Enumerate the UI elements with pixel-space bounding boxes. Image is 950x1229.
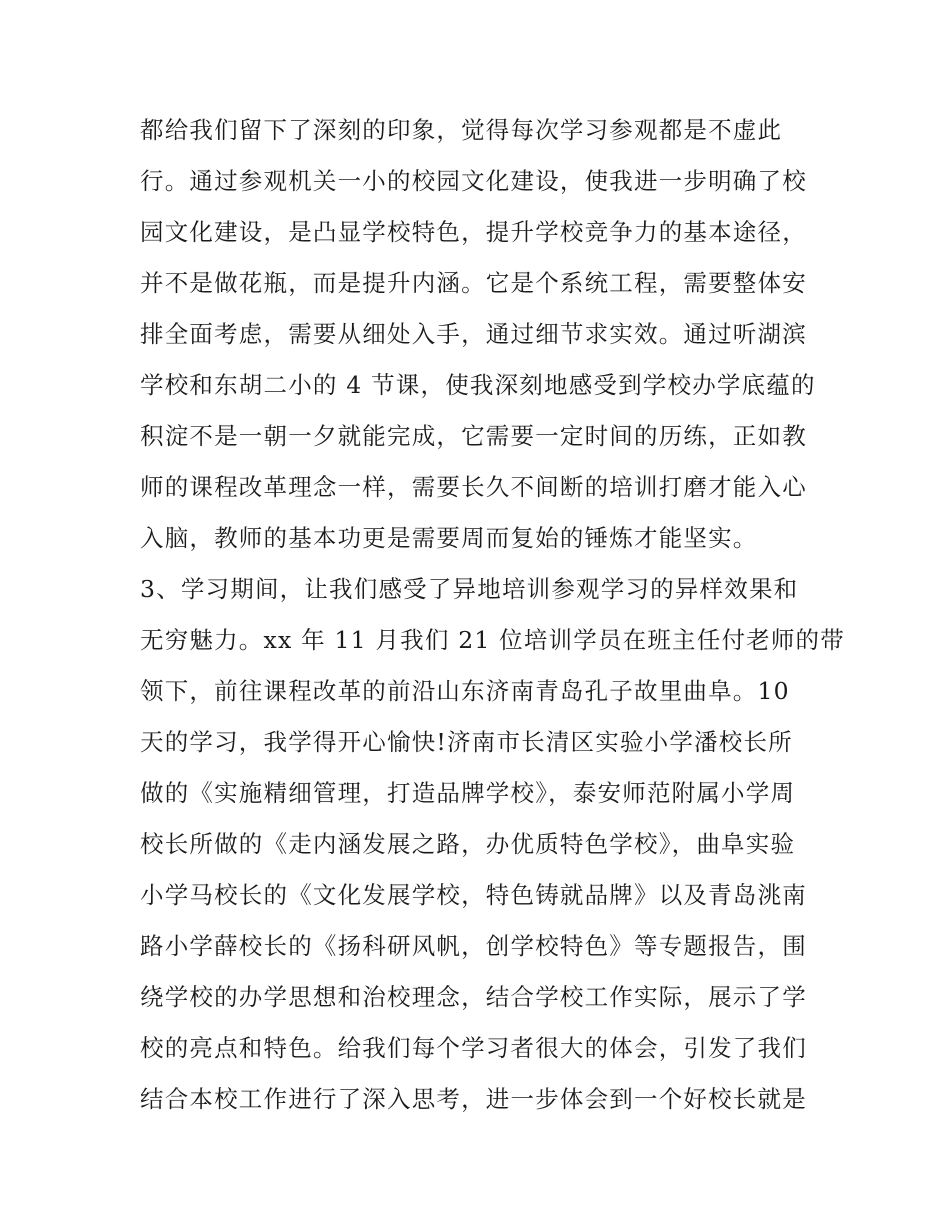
text-line: 绕学校的办学思想和治校理念，结合学校工作实际，展示了学 xyxy=(140,983,807,1011)
text-line: 校的亮点和特色。给我们每个学习者很大的体会，引发了我们 xyxy=(140,1034,807,1062)
text-line: 行。通过参观机关一小的校园文化建设，使我进一步明确了校 xyxy=(140,167,807,195)
text-line: 小学马校长的《文化发展学校，特色铸就品牌》以及青岛洮南 xyxy=(140,881,807,909)
text-line: 并不是做花瓶，而是提升内涵。它是个系统工程，需要整体安 xyxy=(140,269,807,297)
text-line: 结合本校工作进行了深入思考，进一步体会到一个好校长就是 xyxy=(140,1085,807,1113)
text-line: 无穷魅力。xx 年 11 月我们 21 位培训学员在班主任付老师的带 xyxy=(140,626,845,654)
text-line: 做的《实施精细管理，打造品牌学校》，泰安师范附属小学周 xyxy=(140,779,796,807)
text-line: 学校和东胡二小的 4 节课，使我深刻地感受到学校办学底蕴的 xyxy=(140,371,816,399)
text-line: 园文化建设，是凸显学校特色，提升学校竞争力的基本途径， xyxy=(140,218,807,246)
text-line: 入脑，教师的基本功更是需要周而复始的锤炼才能坚实。 xyxy=(140,524,758,552)
text-line: 都给我们留下了深刻的印象，觉得每次学习参观都是不虚此 xyxy=(140,116,783,144)
text-line: 积淀不是一朝一夕就能完成，它需要一定时间的历练，正如教 xyxy=(140,422,807,450)
text-line: 校长所做的《走内涵发展之路，办优质特色学校》，曲阜实验 xyxy=(140,830,796,858)
text-line: 路小学薛校长的《扬科研风帆，创学校特色》等专题报告，围 xyxy=(140,932,807,960)
text-line: 3、学习期间，让我们感受了异地培训参观学习的异样效果和 xyxy=(140,575,799,603)
text-line: 领下，前往课程改革的前沿山东济南青岛孔子故里曲阜。10 xyxy=(140,677,790,705)
text-line: 排全面考虑，需要从细处入手，通过细节求实效。通过听湖滨 xyxy=(140,320,807,348)
text-line: 天的学习，我学得开心愉快!济南市长清区实验小学潘校长所 xyxy=(140,728,793,756)
text-line: 师的课程改革理念一样，需要长久不间断的培训打磨才能入心 xyxy=(140,473,807,501)
